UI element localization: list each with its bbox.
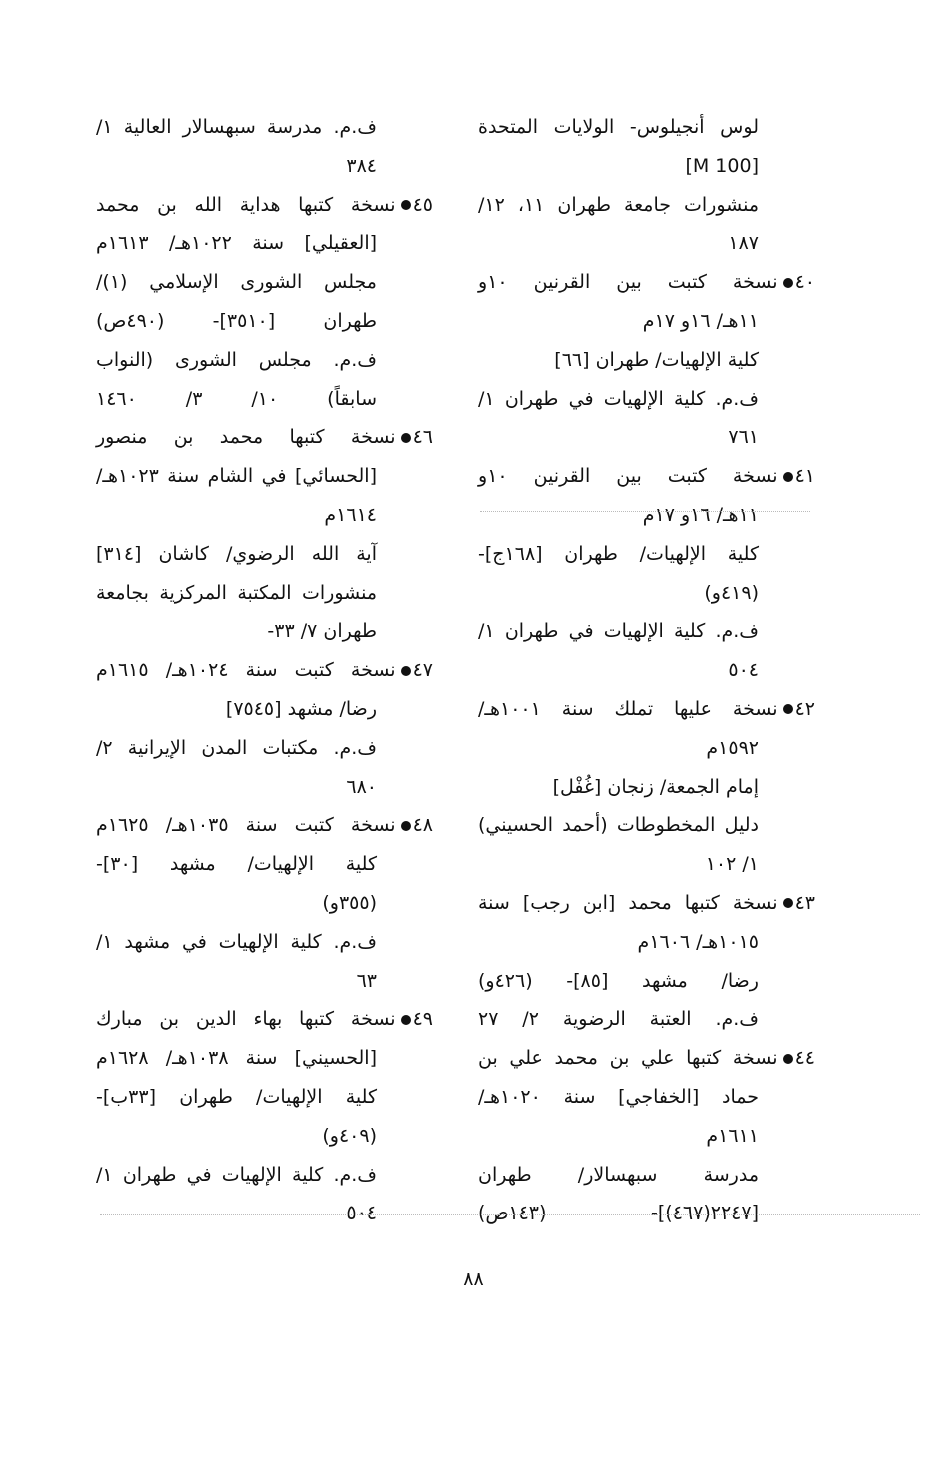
- line-text: مدرسة سبهسالار/ طهران: [478, 1163, 759, 1186]
- bullet-icon: [783, 898, 793, 908]
- text-line: [96, 1156, 433, 1195]
- text-line: [96, 263, 433, 302]
- text-line: [478, 845, 815, 884]
- line-text: ف.م. كلية الإلهيات في مشهد ١/: [96, 930, 377, 953]
- bullet-icon: [401, 433, 411, 443]
- text-line: [478, 380, 815, 419]
- text-line: [96, 690, 433, 729]
- text-line: [96, 962, 433, 1001]
- text-line: [96, 574, 433, 613]
- text-line: [96, 147, 433, 186]
- entry-number: ٤٧: [412, 659, 433, 682]
- line-text: ١/ ١٠٢: [705, 853, 759, 876]
- text-line: [478, 302, 815, 341]
- line-text: ٥٠٤: [728, 659, 759, 682]
- line-text: ١٦١٤م: [324, 503, 377, 526]
- line-text: ٧٦١: [728, 426, 759, 449]
- bullet-icon: [783, 472, 793, 482]
- text-line: [478, 224, 815, 263]
- entry-first-line: [96, 186, 433, 225]
- line-text: نسخة كتبت بين القرنين ١٠و: [478, 271, 778, 294]
- text-line: [478, 1117, 815, 1156]
- bullet-icon: [783, 278, 793, 288]
- line-text: رضا/ مشهد [٨٥]- (٤٢٦و): [478, 969, 759, 992]
- text-line: [478, 147, 815, 186]
- text-line: [96, 1039, 433, 1078]
- text-line: [96, 729, 433, 768]
- line-text: [العقيلي] سنة ١٠٢٢هـ/ ١٦١٣م: [96, 232, 378, 255]
- line-text: (٣٥٥و): [322, 891, 377, 914]
- entry-number: ٤٥: [412, 193, 433, 216]
- bullet-icon: [401, 1015, 411, 1025]
- text-line: [478, 496, 815, 535]
- text-line: [478, 574, 815, 613]
- text-line: [96, 923, 433, 962]
- line-text: مجلس الشورى الإسلامي (١)/: [96, 271, 377, 294]
- line-text: ف.م. كلية الإلهيات في طهران ١/: [478, 620, 759, 643]
- text-line: [478, 1078, 815, 1117]
- bullet-icon: [401, 821, 411, 831]
- bullet-icon: [401, 200, 411, 210]
- line-text: طهران ٧/ ٣٣-: [267, 620, 377, 643]
- text-line: [478, 1000, 815, 1039]
- entry-number: ٤١: [794, 465, 815, 488]
- line-text: ٦٨٠: [346, 775, 377, 798]
- text-line: [478, 923, 815, 962]
- line-text: ١٠١٥هـ/ ١٦٠٦م: [637, 930, 759, 953]
- line-text: ف.م. مدرسة سبهسالار العالية ١/: [96, 116, 377, 138]
- bullet-icon: [783, 1054, 793, 1064]
- left-column: [96, 108, 433, 1233]
- line-text: [M 100]: [685, 154, 759, 177]
- line-text: نسخة كتبت سنة ١٠٢٤هـ/ ١٦١٥م: [96, 659, 396, 682]
- text-line: [478, 341, 815, 380]
- line-text: نسخة كتبها هداية الله بن محمد: [96, 193, 396, 216]
- line-text: ٦٣: [356, 969, 377, 992]
- line-text: (٤١٩و): [704, 581, 759, 604]
- text-line: [96, 612, 433, 651]
- bullet-icon: [401, 666, 411, 676]
- text-line: [478, 962, 815, 1001]
- line-text: ١١هـ/ ١٦و ١٧م: [642, 503, 759, 526]
- line-text: سابقاً) ١٠/ ٣/ ١٤٦٠: [96, 387, 377, 410]
- entry-number: ٤٩: [412, 1008, 433, 1031]
- page-number: ٨٨: [463, 1268, 484, 1290]
- line-text: ١٥٩٢م: [706, 736, 759, 759]
- scan-dotted-line: [480, 511, 810, 512]
- line-text: نسخة كتبت سنة ١٠٣٥هـ/ ١٦٢٥م: [96, 814, 396, 837]
- entry-number: ٤٣: [794, 891, 815, 914]
- entry-first-line: [96, 1000, 433, 1039]
- entry-first-line: [96, 651, 433, 690]
- text-line: [96, 302, 433, 341]
- line-text: إمام الجمعة/ زنجان [غُفْل]: [552, 775, 759, 798]
- line-text: حماد [الخفاجي] سنة ١٠٢٠هـ/: [478, 1085, 759, 1108]
- text-line: [478, 535, 815, 574]
- line-text: ف.م. مجلس الشورى (النواب: [96, 348, 377, 371]
- entry-first-line: [478, 690, 815, 729]
- line-text: لوس أنجيلوس- الولايات المتحدة: [478, 116, 759, 138]
- entry-first-line: [478, 1039, 815, 1078]
- text-line: [478, 1156, 815, 1195]
- entry-first-line: [478, 263, 815, 302]
- line-text: ف.م. العتبة الرضوية ٢/ ٢٧: [478, 1008, 759, 1031]
- entry-number: ٤٨: [412, 814, 433, 837]
- right-column: [478, 108, 815, 1233]
- line-text: نسخة كتبت بين القرنين ١٠و: [478, 465, 778, 488]
- line-text: ١١هـ/ ١٦و ١٧م: [642, 309, 759, 332]
- text-line: [478, 612, 815, 651]
- entry-first-line: [478, 457, 815, 496]
- line-text: نسخة كتبها بهاء الدين بن مبارك: [96, 1008, 396, 1031]
- text-line: [96, 224, 433, 263]
- line-text: طهران [٣٥١٠]- (٤٩٠ص): [96, 309, 377, 332]
- text-line: [478, 729, 815, 768]
- text-line: [96, 768, 433, 807]
- line-text: رضا/ مشهد [٧٥٤٥]: [225, 697, 377, 720]
- line-text: ف.م. كلية الإلهيات في طهران ١/: [478, 387, 759, 410]
- line-text: ١٦١١م: [706, 1124, 759, 1147]
- text-line: [96, 1117, 433, 1156]
- line-text: كلية الإلهيات/ طهران [٣٣ب]-: [96, 1085, 377, 1108]
- entry-number: ٤٦: [412, 426, 433, 449]
- line-text: ف.م. مكتبات المدن الإيرانية ٢/: [96, 736, 377, 759]
- line-text: [الحسيني] سنة ١٠٣٨هـ/ ١٦٢٨م: [96, 1047, 377, 1070]
- text-line: [96, 884, 433, 923]
- text-line: [96, 457, 433, 496]
- line-text: ف.م. كلية الإلهيات في طهران ١/: [96, 1163, 377, 1186]
- line-text: نسخة عليها تملك سنة ١٠٠١هـ/: [478, 697, 778, 720]
- text-line: [478, 186, 815, 225]
- line-text: منشورات المكتبة المركزية بجامعة: [96, 581, 377, 604]
- line-text: نسخة كتبها علي بن محمد علي بن: [478, 1047, 778, 1070]
- entry-first-line: [96, 418, 433, 457]
- entry-number: ٤٤: [794, 1047, 815, 1070]
- line-text: [٢٢٤٧(٤٦٧)]- (١٤٣ص): [478, 1202, 759, 1225]
- line-text: كلية الإلهيات/ مشهد [٣٠]-: [96, 853, 377, 876]
- text-line: [478, 418, 815, 457]
- text-line: [96, 535, 433, 574]
- line-text: كلية الإلهيات/ طهران [٦٦]: [554, 348, 759, 371]
- text-line: [96, 341, 433, 380]
- text-line: [96, 845, 433, 884]
- line-text: [الحسائي] في الشام سنة ١٠٢٣هـ/: [96, 465, 377, 488]
- line-text: كلية الإلهيات/ طهران [١٦٨ج]-: [478, 542, 759, 565]
- text-line: [478, 651, 815, 690]
- line-text: ١٨٧: [728, 232, 759, 255]
- line-text: آية الله الرضوي/ كاشان [٣١٤]: [96, 542, 377, 565]
- line-text: منشورات جامعة طهران ١١، ١٢/: [478, 193, 760, 216]
- text-line: [96, 380, 433, 419]
- scan-dotted-line: [100, 1214, 920, 1215]
- line-text: نسخة كتبها محمد بن منصور: [96, 426, 396, 449]
- entry-number: ٤٠: [794, 271, 815, 294]
- entry-number: ٤٢: [794, 697, 815, 720]
- line-text: نسخة كتبها محمد [ابن رجب] سنة: [478, 891, 778, 914]
- line-text: (٤٠٩و): [322, 1124, 377, 1147]
- line-text: ٥٠٤: [346, 1202, 377, 1225]
- text-line: [478, 108, 815, 147]
- text-line: [478, 806, 815, 845]
- line-text: ٣٨٤: [346, 154, 377, 177]
- entry-first-line: [478, 884, 815, 923]
- bullet-icon: [783, 704, 793, 714]
- text-line: [96, 496, 433, 535]
- text-line: [96, 1078, 433, 1117]
- entry-first-line: [96, 806, 433, 845]
- line-text: دليل المخطوطات (أحمد الحسيني): [478, 814, 759, 837]
- text-line: [96, 108, 433, 147]
- text-line: [478, 768, 815, 807]
